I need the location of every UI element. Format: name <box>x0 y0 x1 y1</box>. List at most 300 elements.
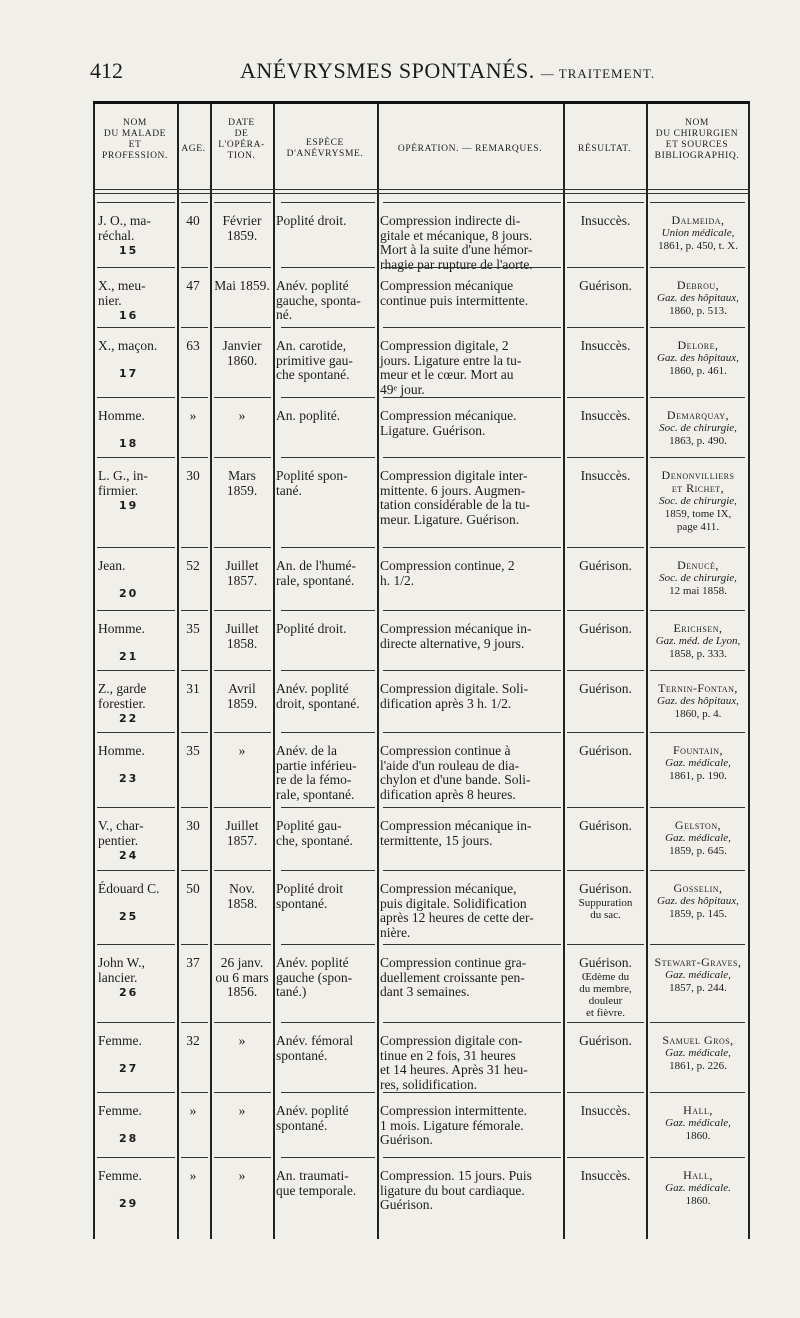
row-rule <box>383 944 561 945</box>
source-detail: 1859, p. 645. <box>669 845 727 857</box>
source-detail: 1857, p. 244. <box>669 982 727 994</box>
row-result: Guérison. <box>579 881 632 896</box>
row-rule <box>383 1157 561 1158</box>
row-espece: An. carotide, primitive gau- che spontané. <box>276 338 353 382</box>
row-operation: Compression mécanique in- termittente, 15 jours. <box>380 818 532 848</box>
row-rule <box>281 457 375 458</box>
row-rule <box>567 202 644 203</box>
row-rule <box>97 610 175 611</box>
row-result: Guérison. <box>579 743 632 758</box>
row-operation: Compression continue à l'aide d'un rouleau de dia- chylon et d'une bande. Soli- dification après 8 heures. <box>380 743 531 802</box>
case-number: 22 <box>119 712 139 725</box>
row-rule <box>650 944 745 945</box>
row-result-cell <box>565 1169 646 1184</box>
row-rule <box>214 267 271 268</box>
source-detail: 1863, p. 490. <box>669 435 727 447</box>
source-journal: Soc. de chirurgie, <box>659 422 737 434</box>
row-date: 26 janv. ou 6 mars 1856. <box>215 955 269 999</box>
row-result: Insuccès. <box>580 408 631 423</box>
row-rule <box>97 732 175 733</box>
row-espece: An. traumati- que temporale. <box>276 1168 357 1198</box>
row-rule <box>567 807 644 808</box>
row-result-cell <box>565 279 646 294</box>
row-date: » <box>238 1033 246 1048</box>
row-rule <box>181 610 208 611</box>
row-rule <box>181 457 208 458</box>
surgeon-name: Delore, <box>677 338 719 352</box>
col-divider <box>177 104 179 1239</box>
row-rule <box>181 944 208 945</box>
row-rule <box>214 202 271 203</box>
source-journal: Gaz. des hôpitaux, <box>657 695 739 707</box>
row-rule <box>567 732 644 733</box>
row-name: Homme. <box>98 408 145 423</box>
row-date: Nov. 1858. <box>226 881 258 911</box>
row-operation: Compression continue, 2 h. 1/2. <box>380 558 515 588</box>
row-operation: Compression digitale. Soli- dification après 3 h. 1/2. <box>380 681 529 711</box>
row-rule <box>181 670 208 671</box>
row-espece: Poplité droit spontané. <box>276 881 344 911</box>
source-journal: Gaz. médicale, <box>665 757 731 769</box>
source-detail: 1861, p. 226. <box>669 1060 727 1072</box>
row-rule <box>214 327 271 328</box>
row-rule <box>567 1157 644 1158</box>
row-rule <box>567 870 644 871</box>
row-date: Février 1859. <box>222 213 262 243</box>
header-reference: NOM DU CHIRURGIEN ET SOURCES BIBLIOGRAPHIQ. <box>654 118 740 161</box>
row-rule <box>181 1022 208 1023</box>
row-espece: Anév. poplité droit, spontané. <box>276 681 360 711</box>
row-reference <box>648 339 748 378</box>
header-resultat: RÉSULTAT. <box>578 144 631 154</box>
row-result-cell <box>565 622 646 637</box>
row-name: X., maçon. <box>98 338 158 353</box>
row-reference <box>648 956 748 995</box>
row-rule <box>567 1022 644 1023</box>
row-rule <box>650 327 745 328</box>
row-rule <box>214 610 271 611</box>
row-result: Insuccès. <box>580 213 631 228</box>
row-operation: Compression intermittente. 1 mois. Ligature fémorale. Guérison. <box>380 1103 527 1147</box>
row-result-cell <box>565 819 646 834</box>
row-rule <box>383 670 561 671</box>
source-detail: 1859, tome IX, page 411. <box>664 508 732 533</box>
row-result: Insuccès. <box>580 1103 631 1118</box>
surgeon-name: Denucé, <box>677 558 719 572</box>
row-rule <box>97 807 175 808</box>
source-detail: 1861, p. 190. <box>669 770 727 782</box>
row-rule <box>281 670 375 671</box>
cases-table <box>93 101 750 1239</box>
row-rule <box>97 670 175 671</box>
page-header <box>90 58 750 88</box>
row-date: Janvier 1860. <box>222 338 262 368</box>
running-title <box>240 58 655 84</box>
row-age: 32 <box>186 1033 200 1048</box>
row-rule <box>97 1157 175 1158</box>
row-result: Insuccès. <box>580 338 631 353</box>
row-rule <box>281 547 375 548</box>
source-journal: Gaz. médicale, <box>665 1117 731 1129</box>
source-detail: 1859, p. 145. <box>669 908 727 920</box>
row-rule <box>214 944 271 945</box>
col-divider <box>210 104 212 1239</box>
row-date: » <box>238 1103 246 1118</box>
row-name: X., meu- nier. <box>98 278 146 308</box>
row-result-note: Suppuration du sac. <box>578 896 633 921</box>
row-rule <box>214 1092 271 1093</box>
row-espece: Poplité spon- tané. <box>276 468 348 498</box>
source-journal: Gaz. des hôpitaux, <box>657 895 739 907</box>
row-rule <box>281 610 375 611</box>
row-reference <box>648 744 748 783</box>
row-reference <box>648 469 748 534</box>
row-rule <box>650 457 745 458</box>
source-journal: Gaz. médicale, <box>665 969 731 981</box>
source-detail: 1860, p. 513. <box>669 305 727 317</box>
row-rule <box>214 547 271 548</box>
row-rule <box>281 1157 375 1158</box>
row-rule <box>281 870 375 871</box>
row-result: Guérison. <box>579 681 632 696</box>
row-rule <box>650 267 745 268</box>
row-age: 50 <box>186 881 200 896</box>
row-operation: Compression continue gra- duellement croissante pen- dant 3 semaines. <box>380 955 527 999</box>
row-rule <box>181 267 208 268</box>
source-detail: 1860, p. 461. <box>669 365 727 377</box>
row-espece: Poplité droit. <box>276 621 347 636</box>
row-result-cell <box>565 744 646 759</box>
source-detail: 1861, p. 450, t. X. <box>658 240 738 252</box>
row-rule <box>567 610 644 611</box>
row-rule <box>97 267 175 268</box>
row-result-cell <box>565 469 646 484</box>
row-name: V., char- pentier. <box>98 818 144 848</box>
row-rule <box>567 547 644 548</box>
row-rule <box>97 870 175 871</box>
row-name: John W., lancier. <box>98 955 145 985</box>
row-rule <box>181 870 208 871</box>
row-result-cell <box>565 559 646 574</box>
source-journal: Gaz. médicale. <box>665 1182 731 1194</box>
case-number: 25 <box>119 910 139 923</box>
row-reference <box>648 1104 748 1143</box>
row-result-cell <box>565 409 646 424</box>
surgeon-name: Demarquay, <box>666 408 730 422</box>
row-reference <box>648 1169 748 1208</box>
case-number: 18 <box>119 437 139 450</box>
row-rule <box>97 944 175 945</box>
row-reference <box>648 682 748 721</box>
row-reference <box>648 409 748 448</box>
row-rule <box>650 202 745 203</box>
source-journal: Union médicale, <box>661 227 735 239</box>
row-operation: Compression mécanique, puis digitale. Solidification après 12 heures de cette der- nière. <box>380 881 534 940</box>
row-date: » <box>238 408 246 423</box>
row-rule <box>650 610 745 611</box>
row-rule <box>97 457 175 458</box>
surgeon-name: Gelston, <box>674 818 722 832</box>
row-rule <box>650 670 745 671</box>
row-date: Juillet 1857. <box>225 558 259 588</box>
running-title-main: ANÉVRYSMES SPONTANÉS. <box>240 58 535 83</box>
case-number: 16 <box>119 309 139 322</box>
row-rule <box>383 1022 561 1023</box>
source-journal: Gaz. médicale, <box>665 832 731 844</box>
row-result-cell <box>565 682 646 697</box>
row-result: Guérison. <box>579 621 632 636</box>
row-rule <box>383 1092 561 1093</box>
row-name: J. O., ma- réchal. <box>98 213 151 243</box>
running-title-sub: — TRAITEMENT. <box>540 66 656 81</box>
row-espece: Poplité droit. <box>276 213 347 228</box>
header-age: AGE. <box>181 144 206 154</box>
row-operation: Compression. 15 jours. Puis ligature du bout cardiaque. Guérison. <box>380 1168 532 1212</box>
row-rule <box>650 547 745 548</box>
surgeon-name: Erichsen, <box>673 621 723 635</box>
row-rule <box>97 202 175 203</box>
row-age: » <box>189 408 197 423</box>
row-result: Guérison. <box>579 558 632 573</box>
row-rule <box>97 547 175 548</box>
row-rule <box>650 807 745 808</box>
source-detail: 1860, p. 4. <box>674 708 722 720</box>
header-rule <box>93 193 750 194</box>
case-number: 24 <box>119 849 139 862</box>
case-number: 23 <box>119 772 139 785</box>
row-rule <box>650 1022 745 1023</box>
row-rule <box>383 327 561 328</box>
row-rule <box>281 397 375 398</box>
row-name: Femme. <box>98 1033 142 1048</box>
row-espece: An. poplité. <box>276 408 341 423</box>
source-journal: Gaz. méd. de Lyon, <box>655 635 741 647</box>
row-name: Édouard C. <box>98 881 160 896</box>
row-age: 63 <box>186 338 200 353</box>
row-name: Z., garde forestier. <box>98 681 147 711</box>
source-journal: Gaz. des hôpitaux, <box>657 352 739 364</box>
case-number: 17 <box>119 367 139 380</box>
source-detail: 12 mai 1858. <box>669 585 727 597</box>
case-number: 28 <box>119 1132 139 1145</box>
row-rule <box>214 397 271 398</box>
source-journal: Soc. de chirurgie, <box>659 572 737 584</box>
row-rule <box>650 870 745 871</box>
case-number: 19 <box>119 499 139 512</box>
surgeon-name: Ternin-Fontan, <box>658 681 738 695</box>
row-rule <box>567 327 644 328</box>
row-age: 47 <box>186 278 200 293</box>
row-rule <box>567 267 644 268</box>
row-espece: Anév. poplité gauche (spon- tané.) <box>276 955 353 999</box>
row-reference <box>648 819 748 858</box>
row-reference <box>648 559 748 598</box>
row-rule <box>214 670 271 671</box>
row-espece: Anév. fémoral spontané. <box>276 1033 354 1063</box>
row-reference <box>648 214 748 253</box>
surgeon-name: Debrou, <box>676 278 720 292</box>
source-journal: Soc. de chirurgie, <box>659 495 737 507</box>
header-date: DATE DE L'OPÉRA- TION. <box>218 118 265 161</box>
row-result-cell <box>565 882 646 921</box>
case-number: 27 <box>119 1062 139 1075</box>
page-number: 412 <box>90 58 123 83</box>
row-operation: Compression indirecte di- gitale et mécanique, 8 jours. Mort à la suite d'une hémor- rhagie par rupture de l'aorte. <box>380 213 533 272</box>
row-date: Mars 1859. <box>226 468 258 498</box>
header-operation: OPÉRATION. — REMARQUES. <box>397 144 543 154</box>
surgeon-name: Hall, <box>683 1103 713 1117</box>
row-name: L. G., in- firmier. <box>98 468 148 498</box>
row-operation: Compression digitale inter- mittente. 6 jours. Augmen- tation considérable de la tu- meur. Ligature. Guérison. <box>380 468 530 527</box>
row-operation: Compression mécanique continue puis intermittente. <box>380 278 529 308</box>
row-reference <box>648 882 748 921</box>
row-rule <box>281 1022 375 1023</box>
case-number: 26 <box>119 986 139 999</box>
row-age: » <box>189 1168 197 1183</box>
row-result-cell <box>565 214 646 229</box>
row-rule <box>181 1092 208 1093</box>
col-divider <box>563 104 565 1239</box>
row-rule <box>567 457 644 458</box>
row-name: Femme. <box>98 1168 142 1183</box>
row-result-cell <box>565 1104 646 1119</box>
row-result-cell <box>565 339 646 354</box>
row-rule <box>214 870 271 871</box>
row-rule <box>567 670 644 671</box>
row-rule <box>181 807 208 808</box>
row-age: 35 <box>186 621 200 636</box>
row-age: 30 <box>186 468 200 483</box>
row-rule <box>181 202 208 203</box>
row-rule <box>650 1157 745 1158</box>
row-rule <box>214 457 271 458</box>
row-rule <box>383 547 561 548</box>
col-divider <box>377 104 379 1239</box>
row-reference <box>648 1034 748 1073</box>
row-rule <box>383 397 561 398</box>
row-rule <box>181 397 208 398</box>
col-divider <box>748 104 750 1239</box>
row-rule <box>181 1157 208 1158</box>
source-detail: 1858, p. 333. <box>669 648 727 660</box>
row-rule <box>281 267 375 268</box>
row-name: Homme. <box>98 743 145 758</box>
row-name: Homme. <box>98 621 145 636</box>
row-result: Guérison. <box>579 818 632 833</box>
row-rule <box>214 1157 271 1158</box>
row-age: 52 <box>186 558 200 573</box>
surgeon-name: Stewart-Graves, <box>654 955 742 969</box>
row-date: » <box>238 1168 246 1183</box>
row-result-note: Œdème du du membre, douleur et fièvre. <box>579 970 632 1019</box>
source-journal: Gaz. médicale, <box>665 1047 731 1059</box>
col-divider <box>93 104 95 1239</box>
row-espece: An. de l'humé- rale, spontané. <box>276 558 357 588</box>
row-rule <box>650 397 745 398</box>
row-espece: Anév. poplité spontané. <box>276 1103 349 1133</box>
surgeon-name: Dalmeida, <box>671 213 725 227</box>
surgeon-name: Hall, <box>683 1168 713 1182</box>
row-date: Juillet 1857. <box>225 818 259 848</box>
row-espece: Poplité gau- che, spontané. <box>276 818 353 848</box>
source-detail: 1860. <box>685 1195 711 1207</box>
row-rule <box>281 732 375 733</box>
row-rule <box>97 1022 175 1023</box>
row-rule <box>383 202 561 203</box>
header-espece: ESPÈCE D'ANÉVRYSME. <box>286 138 364 159</box>
row-rule <box>567 1092 644 1093</box>
row-espece: Anév. de la partie inférieu- re de la fémo- rale, spontané. <box>276 743 357 802</box>
row-result: Insuccès. <box>580 1168 631 1183</box>
source-detail: 1860. <box>685 1130 711 1142</box>
case-number: 20 <box>119 587 139 600</box>
surgeon-name: Denonvilliers et Richet, <box>661 468 735 495</box>
row-rule <box>383 807 561 808</box>
header-rule <box>93 189 750 190</box>
row-date: Mai 1859. <box>214 278 270 293</box>
row-rule <box>650 732 745 733</box>
row-rule <box>97 327 175 328</box>
row-result-cell <box>565 956 646 1019</box>
row-rule <box>97 1092 175 1093</box>
row-espece: Anév. poplité gauche, sponta- né. <box>276 278 361 322</box>
case-number: 15 <box>119 244 139 257</box>
row-rule <box>383 267 561 268</box>
col-divider <box>273 104 275 1239</box>
row-reference <box>648 622 748 661</box>
row-age: 31 <box>186 681 200 696</box>
row-operation: Compression digitale con- tinue en 2 fois, 31 heures et 14 heures. Après 31 heu- res, solidification. <box>380 1033 528 1092</box>
row-name: Jean. <box>98 558 126 573</box>
row-rule <box>181 547 208 548</box>
source-journal: Gaz. des hôpitaux, <box>657 292 739 304</box>
row-rule <box>567 944 644 945</box>
row-rule <box>281 202 375 203</box>
row-rule <box>383 457 561 458</box>
row-rule <box>281 1092 375 1093</box>
header-name: NOM DU MALADE ET PROFESSION. <box>102 118 168 161</box>
row-result: Guérison. <box>579 278 632 293</box>
row-rule <box>214 732 271 733</box>
row-rule <box>214 807 271 808</box>
case-number: 21 <box>119 650 139 663</box>
row-date: Avril 1859. <box>226 681 258 711</box>
row-result: Insuccès. <box>580 468 631 483</box>
row-rule <box>383 732 561 733</box>
row-rule <box>281 807 375 808</box>
row-age: 30 <box>186 818 200 833</box>
row-rule <box>281 944 375 945</box>
row-operation: Compression mécanique. Ligature. Guérison. <box>380 408 517 438</box>
row-age: 37 <box>186 955 200 970</box>
row-rule <box>383 610 561 611</box>
surgeon-name: Samuel Gros, <box>662 1033 734 1047</box>
row-rule <box>97 397 175 398</box>
row-date: Juillet 1858. <box>225 621 259 651</box>
row-rule <box>181 732 208 733</box>
surgeon-name: Gosselin, <box>673 881 723 895</box>
row-age: » <box>189 1103 197 1118</box>
row-rule <box>650 1092 745 1093</box>
row-rule <box>281 327 375 328</box>
row-rule <box>383 870 561 871</box>
row-date: » <box>238 743 246 758</box>
row-result: Guérison. <box>579 1033 632 1048</box>
row-result-cell <box>565 1034 646 1049</box>
row-name: Femme. <box>98 1103 142 1118</box>
row-result: Guérison. <box>579 955 632 970</box>
row-age: 35 <box>186 743 200 758</box>
